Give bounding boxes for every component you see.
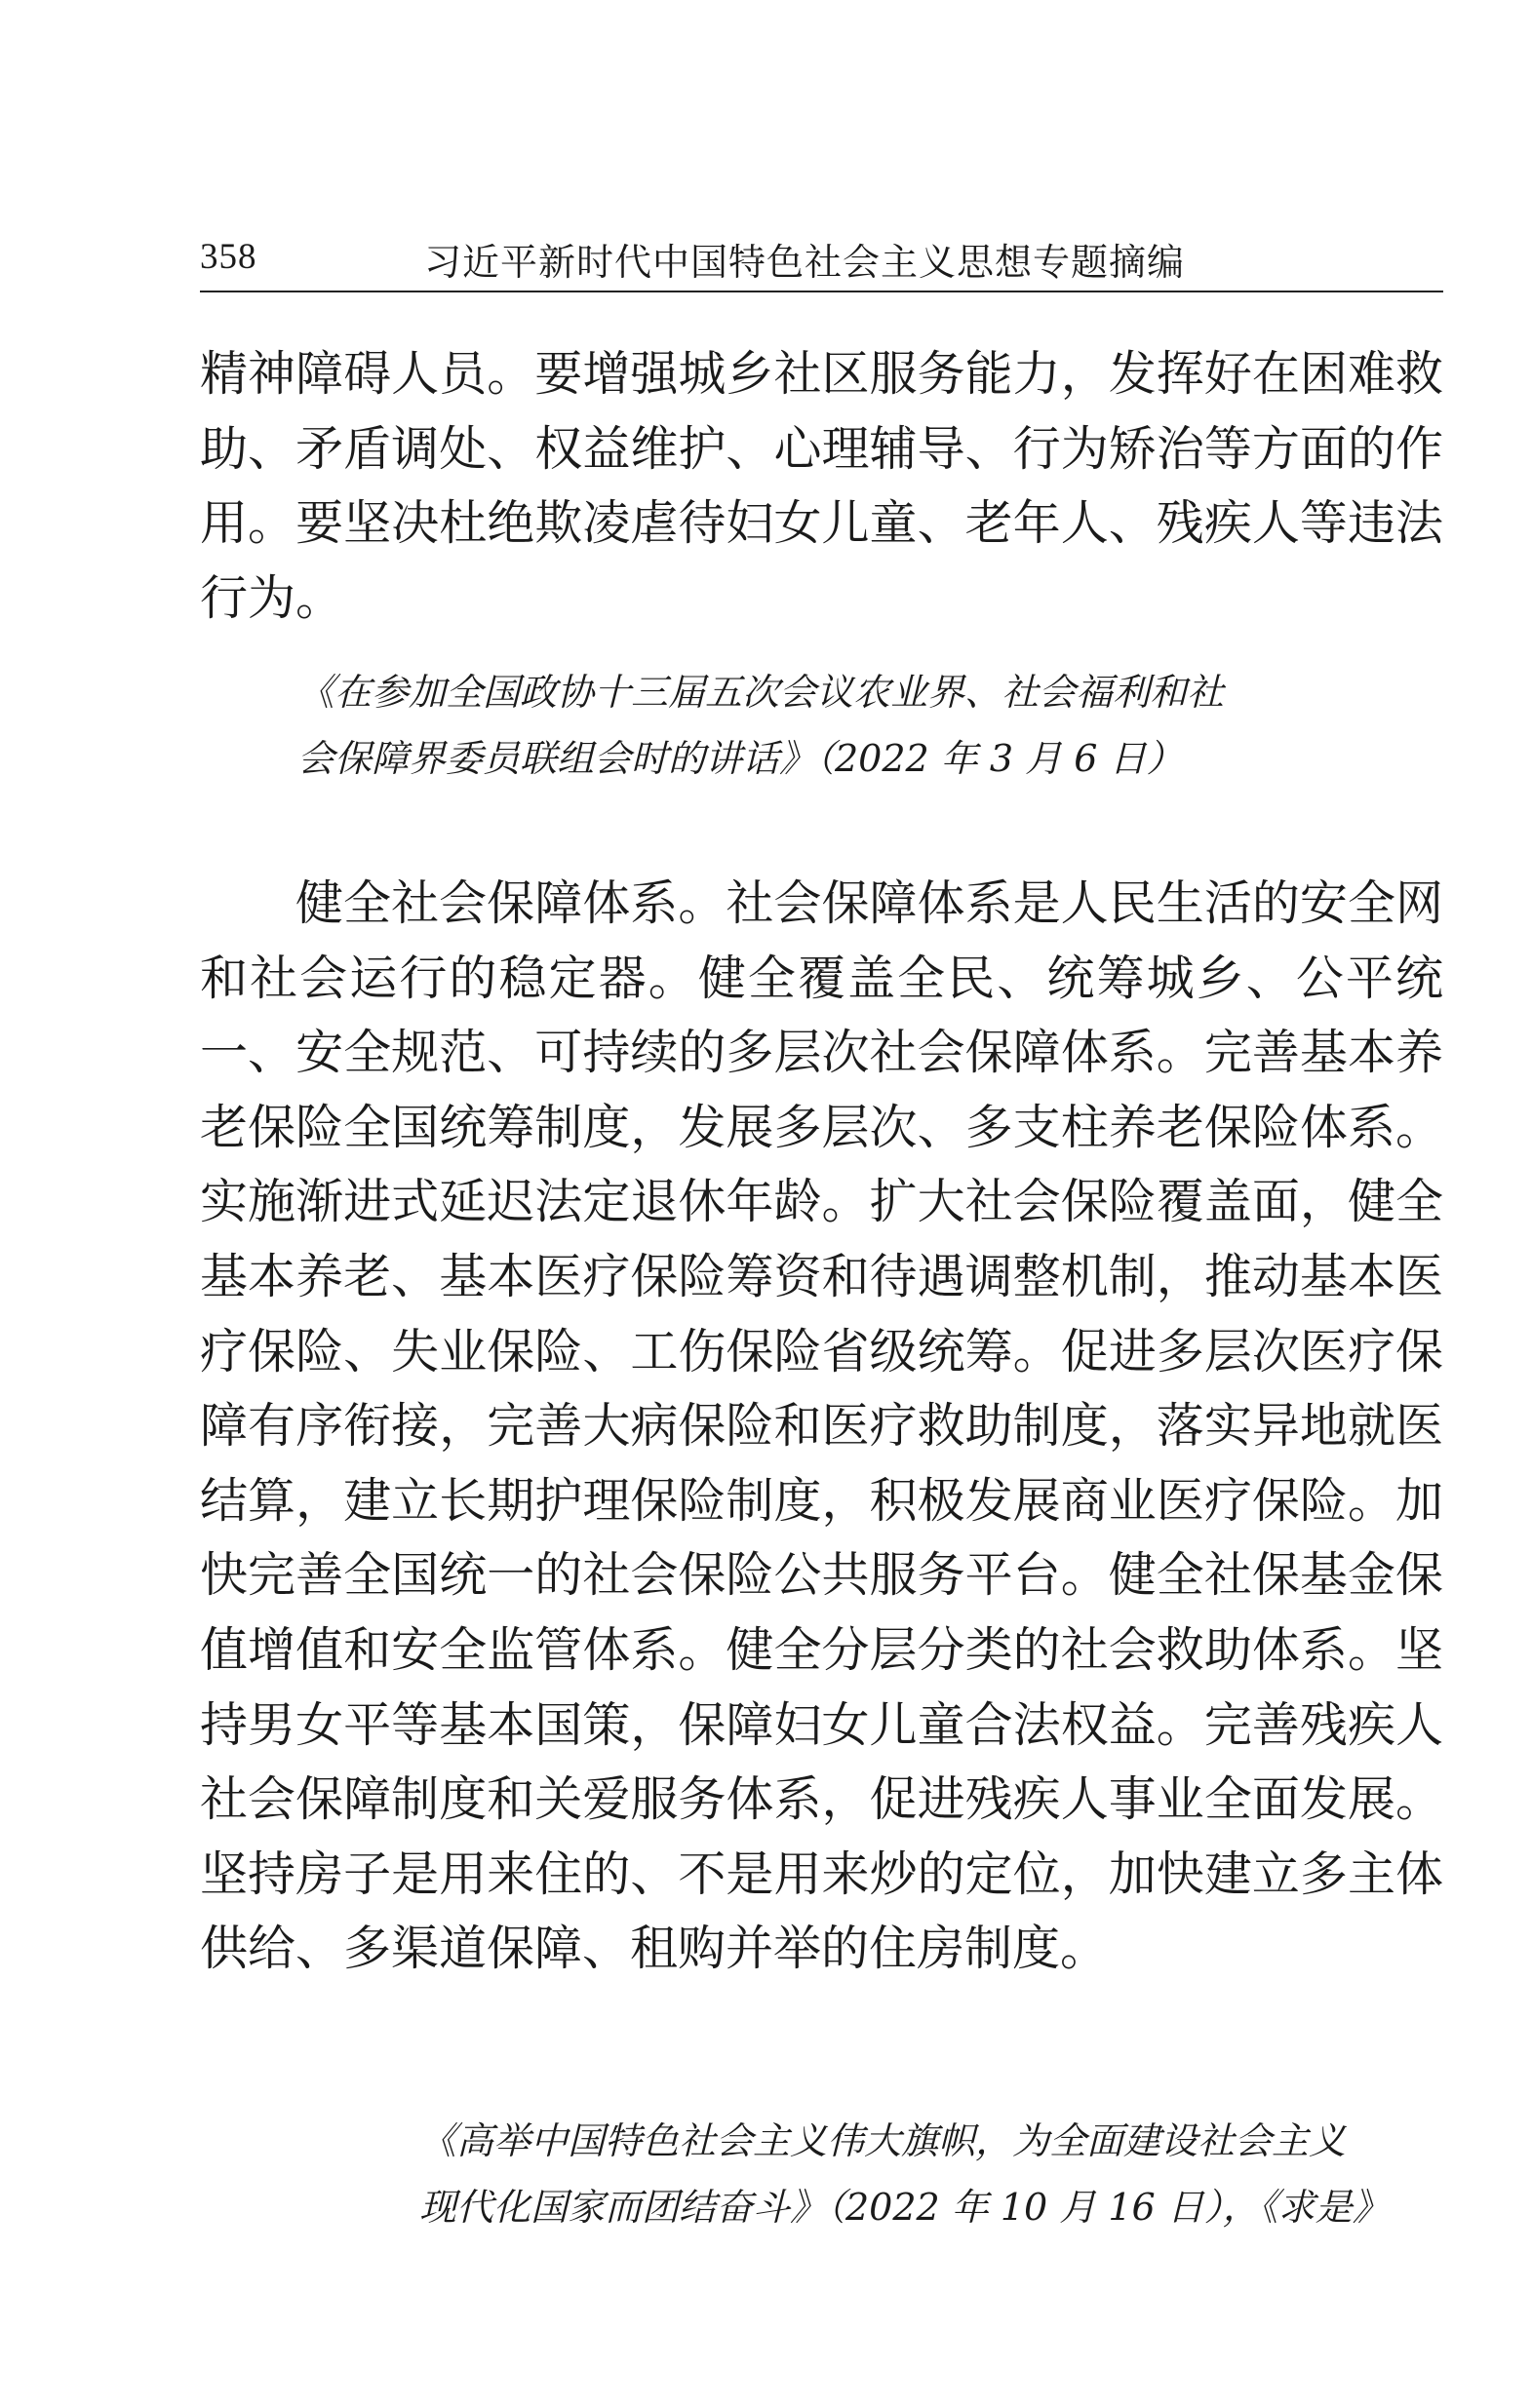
body-paragraph: 健全社会保障体系。社会保障体系是人民生活的安全网和社会运行的稳定器。健全覆盖全民、统筹城乡、公平统一、安全规范、可持续的多层次社会保障体系。完善基本养老保险全国统筹制度，发展多层次、多支柱养老保险体系。实施渐进式延迟法定退休年龄。扩大社会保险覆盖面，健全基本养老、基本医疗保险筹资和待遇调整机制，推动基本医疗保险、失业保险、工伤保险省级统筹。促进多层次医疗保障有序衔接，完善大病保险和医疗救助制度，落实异地就医结算，建立长期护理保险制度，积极发展商业医疗保险。加快完善全国统一的社会保险公共服务平台。健全社保基金保值增值和安全监管体系。健全分层分类的社会救助体系。坚持男女平等基本国策，保障妇女儿童合法权益。完善残疾人社会保障制度和关爱服务体系，促进残疾人事业全面发展。坚持房子是用来住的、不是用来炒的定位，加快建立多主体供给、多渠道保障、租购并举的住房制度。 xyxy=(200,875,1443,1977)
source-citation-line: 《在参加全国政协十三届五次会议农业界、社会福利和社 xyxy=(297,671,1225,714)
source-citation-line: 现代化国家而团结奋斗》（2022 年 10 月 16 日），《求是》 xyxy=(419,2186,1390,2229)
book-title: 习近平新时代中国特色社会主义思想专题摘编 xyxy=(424,241,1186,284)
source-citation xyxy=(297,659,1443,792)
source-citation-line: 《高举中国特色社会主义伟大旗帜，为全面建设社会主义 xyxy=(419,2119,1347,2162)
body-paragraph: 精神障碍人员。要增强城乡社区服务能力，发挥好在困难救助、矛盾调处、权益维护、心理辅导、行为矫治等方面的作用。要坚决杜绝欺凌虐待妇女儿童、老年人、残疾人等违法行为。 xyxy=(200,346,1443,626)
running-head xyxy=(200,232,1443,292)
source-citation xyxy=(419,2108,1443,2240)
source-citation-line: 会保障界委员联组会时的讲话》（2022 年 3 月 6 日） xyxy=(297,737,1184,780)
page-number: 358 xyxy=(200,237,257,277)
